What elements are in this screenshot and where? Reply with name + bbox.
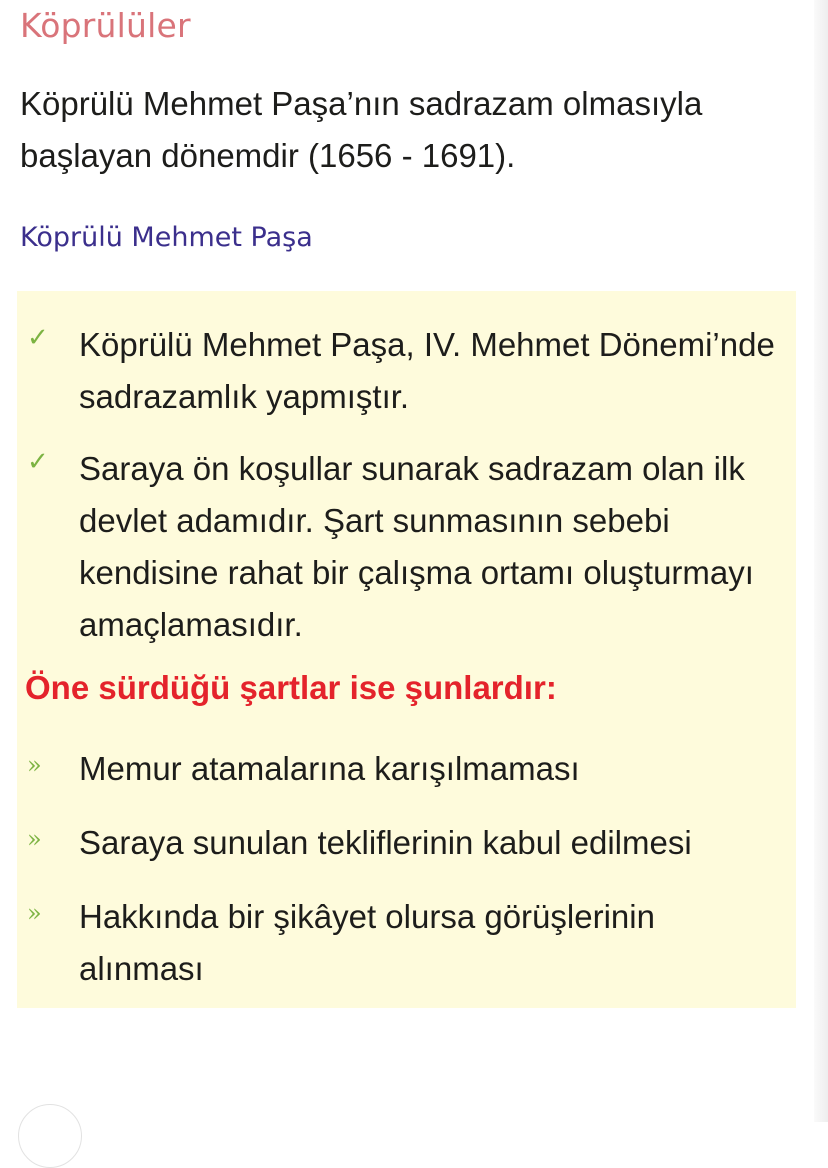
condition-text: Memur atamalarına karışılmaması xyxy=(79,750,580,787)
info-box xyxy=(17,291,796,1008)
check-icon: ✓ xyxy=(27,447,49,477)
double-chevron-icon: » xyxy=(27,825,42,853)
double-chevron-icon: » xyxy=(27,751,42,779)
page-edge-shadow xyxy=(814,0,828,1122)
fact-text: Saraya ön koşullar sunarak sadrazam olan ilk devlet adamıdır. Şart sunmasının sebebi kendisine rahat bir çalışma ortamı oluşturmayı amaçlamasıdır. xyxy=(79,450,754,643)
subsection-title: Köprülü Mehmet Paşa xyxy=(20,222,313,253)
condition-text: Hakkında bir şikâyet olursa görüşlerinin alınması xyxy=(79,898,655,987)
intro-paragraph: Köprülü Mehmet Paşa’nın sadrazam olmasıyla başlayan dönemdir (1656 - 1691). xyxy=(20,85,703,174)
double-chevron-icon: » xyxy=(27,899,42,927)
conditions-heading: Öne sürdüğü şartlar ise şunlardır: xyxy=(25,669,557,706)
fact-text: Köprülü Mehmet Paşa, IV. Mehmet Dönemi’nde sadrazamlık yapmıştır. xyxy=(79,326,775,415)
check-icon: ✓ xyxy=(27,323,49,353)
circle-button-icon[interactable] xyxy=(18,1104,82,1168)
condition-text: Saraya sunulan tekliflerinin kabul edilmesi xyxy=(79,824,692,861)
section-title: Köprülüler xyxy=(20,6,191,45)
